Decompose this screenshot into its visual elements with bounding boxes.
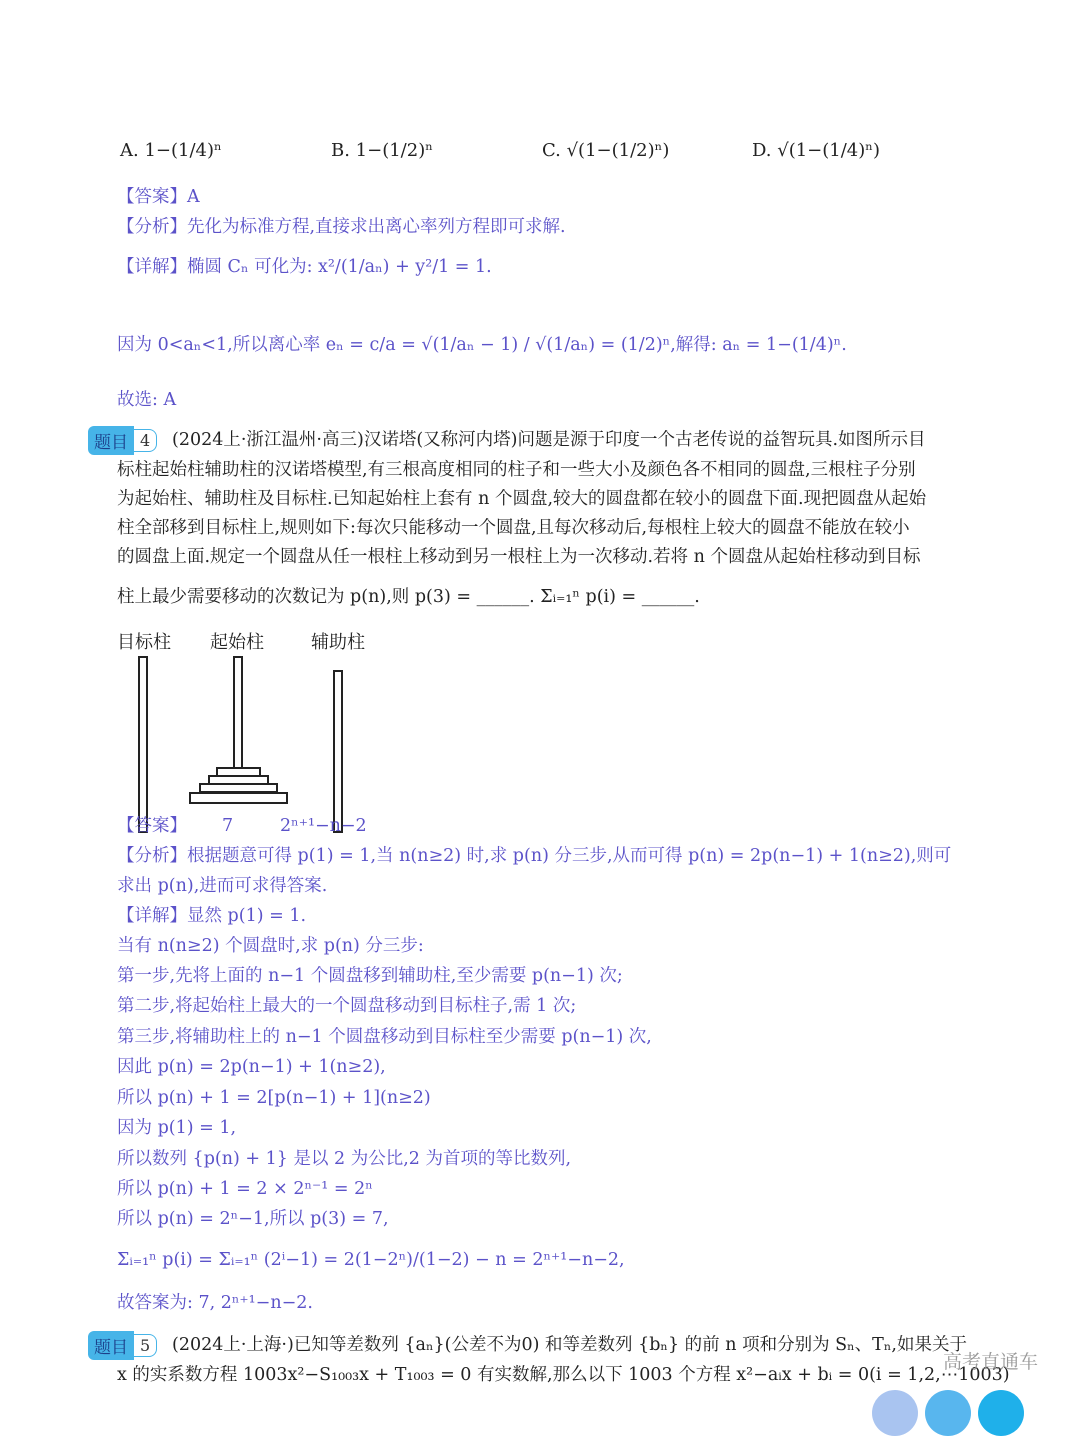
q5-line: x 的实系数方程 1003x²−S₁₀₀₃x + T₁₀₀₃ = 0 有实数解,那么以下 1003 个方程 x²−aᵢx + bᵢ = 0(i = 1,2,⋯1003): [117, 1365, 1010, 1385]
q3-answer: 【答案】A: [117, 187, 200, 207]
start-peg: [233, 656, 243, 776]
aux-peg: [333, 670, 343, 833]
q4-detail: Σᵢ₌₁ⁿ p(i) = Σᵢ₌₁ⁿ (2ⁱ−1) = 2(1−2ⁿ)/(1−2) − n = 2ⁿ⁺¹−n−2,: [117, 1250, 625, 1270]
question-tag-4: [88, 427, 157, 453]
q4-line: 柱全部移到目标柱上,规则如下:每次只能移动一个圆盘,且每次移动后,每根柱上较大的圆盘不能放在较小: [117, 518, 910, 538]
q4-detail: 第二步,将起始柱上最大的一个圆盘移动到目标柱子,需 1 次;: [117, 996, 577, 1016]
option-b: B. 1−(1/2)ⁿ: [331, 140, 434, 161]
target-peg-label: 目标柱: [117, 632, 171, 653]
aux-peg-label: 辅助柱: [311, 632, 365, 653]
q3-choice: 故选: A: [117, 390, 177, 410]
q3-derivation: 因为 0<aₙ<1,所以离心率 eₙ = c/a = √(1/aₙ − 1) / √(1/aₙ) = (1/2)ⁿ,解得: aₙ = 1−(1/4)ⁿ.: [117, 335, 847, 355]
q4-detail: 所以 p(n) = 2ⁿ−1,所以 p(3) = 7,: [117, 1209, 389, 1229]
q4-answer-2: 2ⁿ⁺¹−n−2: [280, 816, 367, 836]
q4-detail: 因此 p(n) = 2p(n−1) + 1(n≥2),: [117, 1057, 386, 1077]
question-number: 4: [134, 429, 157, 452]
question-tag-label: 题目: [88, 426, 134, 455]
q4-line: (2024上·浙江温州·高三)汉诺塔(又称河内塔)问题是源于印度一个古老传说的益智玩具.如图所示目: [172, 430, 926, 450]
q4-detail: 当有 n(n≥2) 个圆盘时,求 p(n) 分三步:: [117, 936, 424, 956]
option-a: A. 1−(1/4)ⁿ: [120, 140, 222, 161]
question-number: 5: [134, 1334, 157, 1357]
q4-line: 标柱起始柱辅助柱的汉诺塔模型,有三根高度相同的柱子和一些大小及颜色各不相同的圆盘,三根柱子分别: [117, 460, 916, 480]
q4-analysis: 求出 p(n),进而可求得答案.: [117, 876, 328, 896]
q3-detail: 【详解】椭圆 Cₙ 可化为: x²/(1/aₙ) + y²/1 = 1.: [117, 257, 492, 277]
q4-detail: 第一步,先将上面的 n−1 个圆盘移到辅助柱,至少需要 p(n−1) 次;: [117, 966, 623, 986]
floating-button[interactable]: [872, 1390, 918, 1436]
question-tag-label: 题目: [88, 1331, 134, 1360]
question-tag-5: [88, 1332, 157, 1358]
floating-button[interactable]: [925, 1390, 971, 1436]
q4-detail: 故答案为: 7, 2ⁿ⁺¹−n−2.: [117, 1293, 313, 1313]
target-peg: [138, 656, 148, 833]
start-peg-label: 起始柱: [210, 632, 264, 653]
q4-detail: 【详解】显然 p(1) = 1.: [117, 906, 307, 926]
floating-button[interactable]: [978, 1390, 1024, 1436]
option-c: C. √(1−(1/2)ⁿ): [542, 140, 670, 161]
disk: [189, 792, 288, 804]
q4-line: 的圆盘上面.规定一个圆盘从任一根柱上移动到另一根柱上为一次移动.若将 n 个圆盘从起始柱移动到目标: [117, 547, 921, 567]
q4-analysis: 【分析】根据题意可得 p(1) = 1,当 n(n≥2) 时,求 p(n) 分三步,从而可得 p(n) = 2p(n−1) + 1(n≥2),则可: [117, 846, 952, 866]
q4-answer-label: 【答案】: [117, 816, 187, 836]
q4-detail: 所以 p(n) + 1 = 2 × 2ⁿ⁻¹ = 2ⁿ: [117, 1179, 373, 1199]
option-d: D. √(1−(1/4)ⁿ): [752, 140, 881, 161]
q4-detail: 所以 p(n) + 1 = 2[p(n−1) + 1](n≥2): [117, 1088, 431, 1108]
q5-line: (2024上·上海·)已知等差数列 {aₙ}(公差不为0) 和等差数列 {bₙ} 的前 n 项和分别为 Sₙ、Tₙ,如果关于: [172, 1335, 967, 1355]
q4-detail: 第三步,将辅助柱上的 n−1 个圆盘移动到目标柱至少需要 p(n−1) 次,: [117, 1027, 652, 1047]
watermark: 高考直通车: [943, 1351, 1039, 1373]
q4-line: 柱上最少需要移动的次数记为 p(n),则 p(3) = ______. Σᵢ₌₁ⁿ p(i) = ______.: [117, 587, 700, 607]
q4-line: 为起始柱、辅助柱及目标柱.已知起始柱上套有 n 个圆盘,较大的圆盘都在较小的圆盘下面.现把圆盘从起始: [117, 489, 927, 509]
q4-detail: 因为 p(1) = 1,: [117, 1118, 237, 1138]
q3-analysis: 【分析】先化为标准方程,直接求出离心率列方程即可求解.: [117, 217, 566, 237]
q4-answer-1: 7: [222, 816, 234, 836]
q4-detail: 所以数列 {p(n) + 1} 是以 2 为公比,2 为首项的等比数列,: [117, 1149, 572, 1169]
